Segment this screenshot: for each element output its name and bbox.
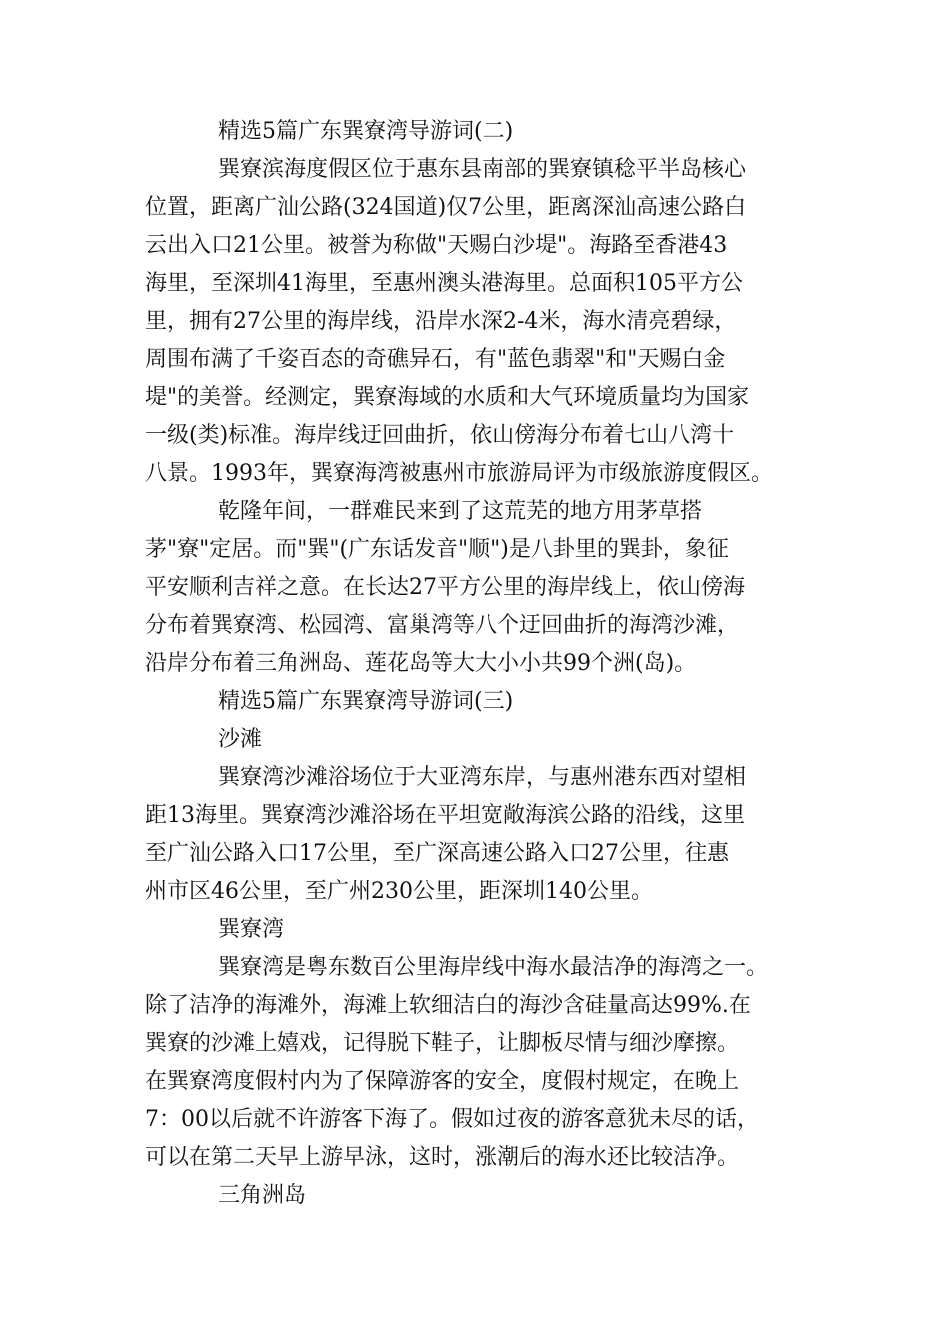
paragraph-line: 云出入口21公里。被誉为称做"天赐白沙堤"。海路至香港43 xyxy=(145,233,728,258)
paragraph-line: 里，拥有27公里的海岸线，沿岸水深2-4米，海水清亮碧绿， xyxy=(145,309,737,334)
paragraph-line: 八景。1993年，巽寮海湾被惠州市旅游局评为市级旅游度假区。 xyxy=(145,461,773,486)
paragraph-line: 巽寮湾是粤东数百公里海岸线中海水最洁净的海湾之一。 xyxy=(218,955,769,980)
section-heading-2: 精选5篇广东巽寮湾导游词(二) xyxy=(218,119,514,144)
paragraph-line: 平安顺利吉祥之意。在长达27平方公里的海岸线上，依山傍海 xyxy=(145,575,745,600)
paragraph-line: 周围布满了千姿百态的奇礁异石，有"蓝色翡翠"和"天赐白金 xyxy=(145,347,726,372)
paragraph-line: 堤"的美誉。经测定，巽寮海域的水质和大气环境质量均为国家 xyxy=(145,385,750,410)
paragraph-line: 茅"寮"定居。而"巽"(广东话发音"顺")是八卦里的巽卦，象征 xyxy=(145,537,729,562)
paragraph-line: 海里，至深圳41海里，至惠州澳头港海里。总面积105平方公 xyxy=(145,271,743,296)
paragraph-line: 巽寮的沙滩上嬉戏，记得脱下鞋子，让脚板尽情与细沙摩擦。 xyxy=(145,1031,740,1056)
subheading-delta-island: 三角洲岛 xyxy=(218,1183,307,1208)
paragraph-line: 距13海里。巽寮湾沙滩浴场在平坦宽敞海滨公路的沿线，这里 xyxy=(145,803,745,828)
section-heading-3: 精选5篇广东巽寮湾导游词(三) xyxy=(218,689,514,714)
paragraph-line: 除了洁净的海滩外，海滩上软细洁白的海沙含硅量高达99%.在 xyxy=(145,993,751,1018)
paragraph-line: 州市区46公里，至广州230公里，距深圳140公里。 xyxy=(145,879,653,904)
paragraph-line: 巽寮湾沙滩浴场位于大亚湾东岸，与惠州港东西对望相 xyxy=(218,765,747,790)
paragraph-line: 在巽寮湾度假村内为了保障游客的安全，度假村规定，在晚上 xyxy=(145,1069,740,1094)
subheading-xunliao-bay: 巽寮湾 xyxy=(218,917,285,942)
paragraph-line: 乾隆年间，一群难民来到了这荒芜的地方用茅草搭 xyxy=(218,499,703,524)
paragraph-line: 可以在第二天早上游早泳，这时，涨潮后的海水还比较洁净。 xyxy=(145,1145,740,1170)
subheading-beach: 沙滩 xyxy=(218,727,263,752)
paragraph-line: 一级(类)标准。海岸线迂回曲折，依山傍海分布着七山八湾十 xyxy=(145,423,735,448)
paragraph-line: 7：00以后就不许游客下海了。假如过夜的游客意犹未尽的话， xyxy=(145,1107,759,1132)
paragraph-line: 巽寮滨海度假区位于惠东县南部的巽寮镇稔平半岛核心 xyxy=(218,157,747,182)
paragraph-line: 沿岸分布着三角洲岛、莲花岛等大大小小共99个洲(岛)。 xyxy=(145,651,697,676)
paragraph-line: 位置，距离广汕公路(324国道)仅7公里，距离深汕高速公路白 xyxy=(145,195,747,220)
paragraph-line: 分布着巽寮湾、松园湾、富巢湾等八个迂回曲折的海湾沙滩， xyxy=(145,613,740,638)
paragraph-line: 至广汕公路入口17公里，至广深高速公路入口27公里，往惠 xyxy=(145,841,729,866)
